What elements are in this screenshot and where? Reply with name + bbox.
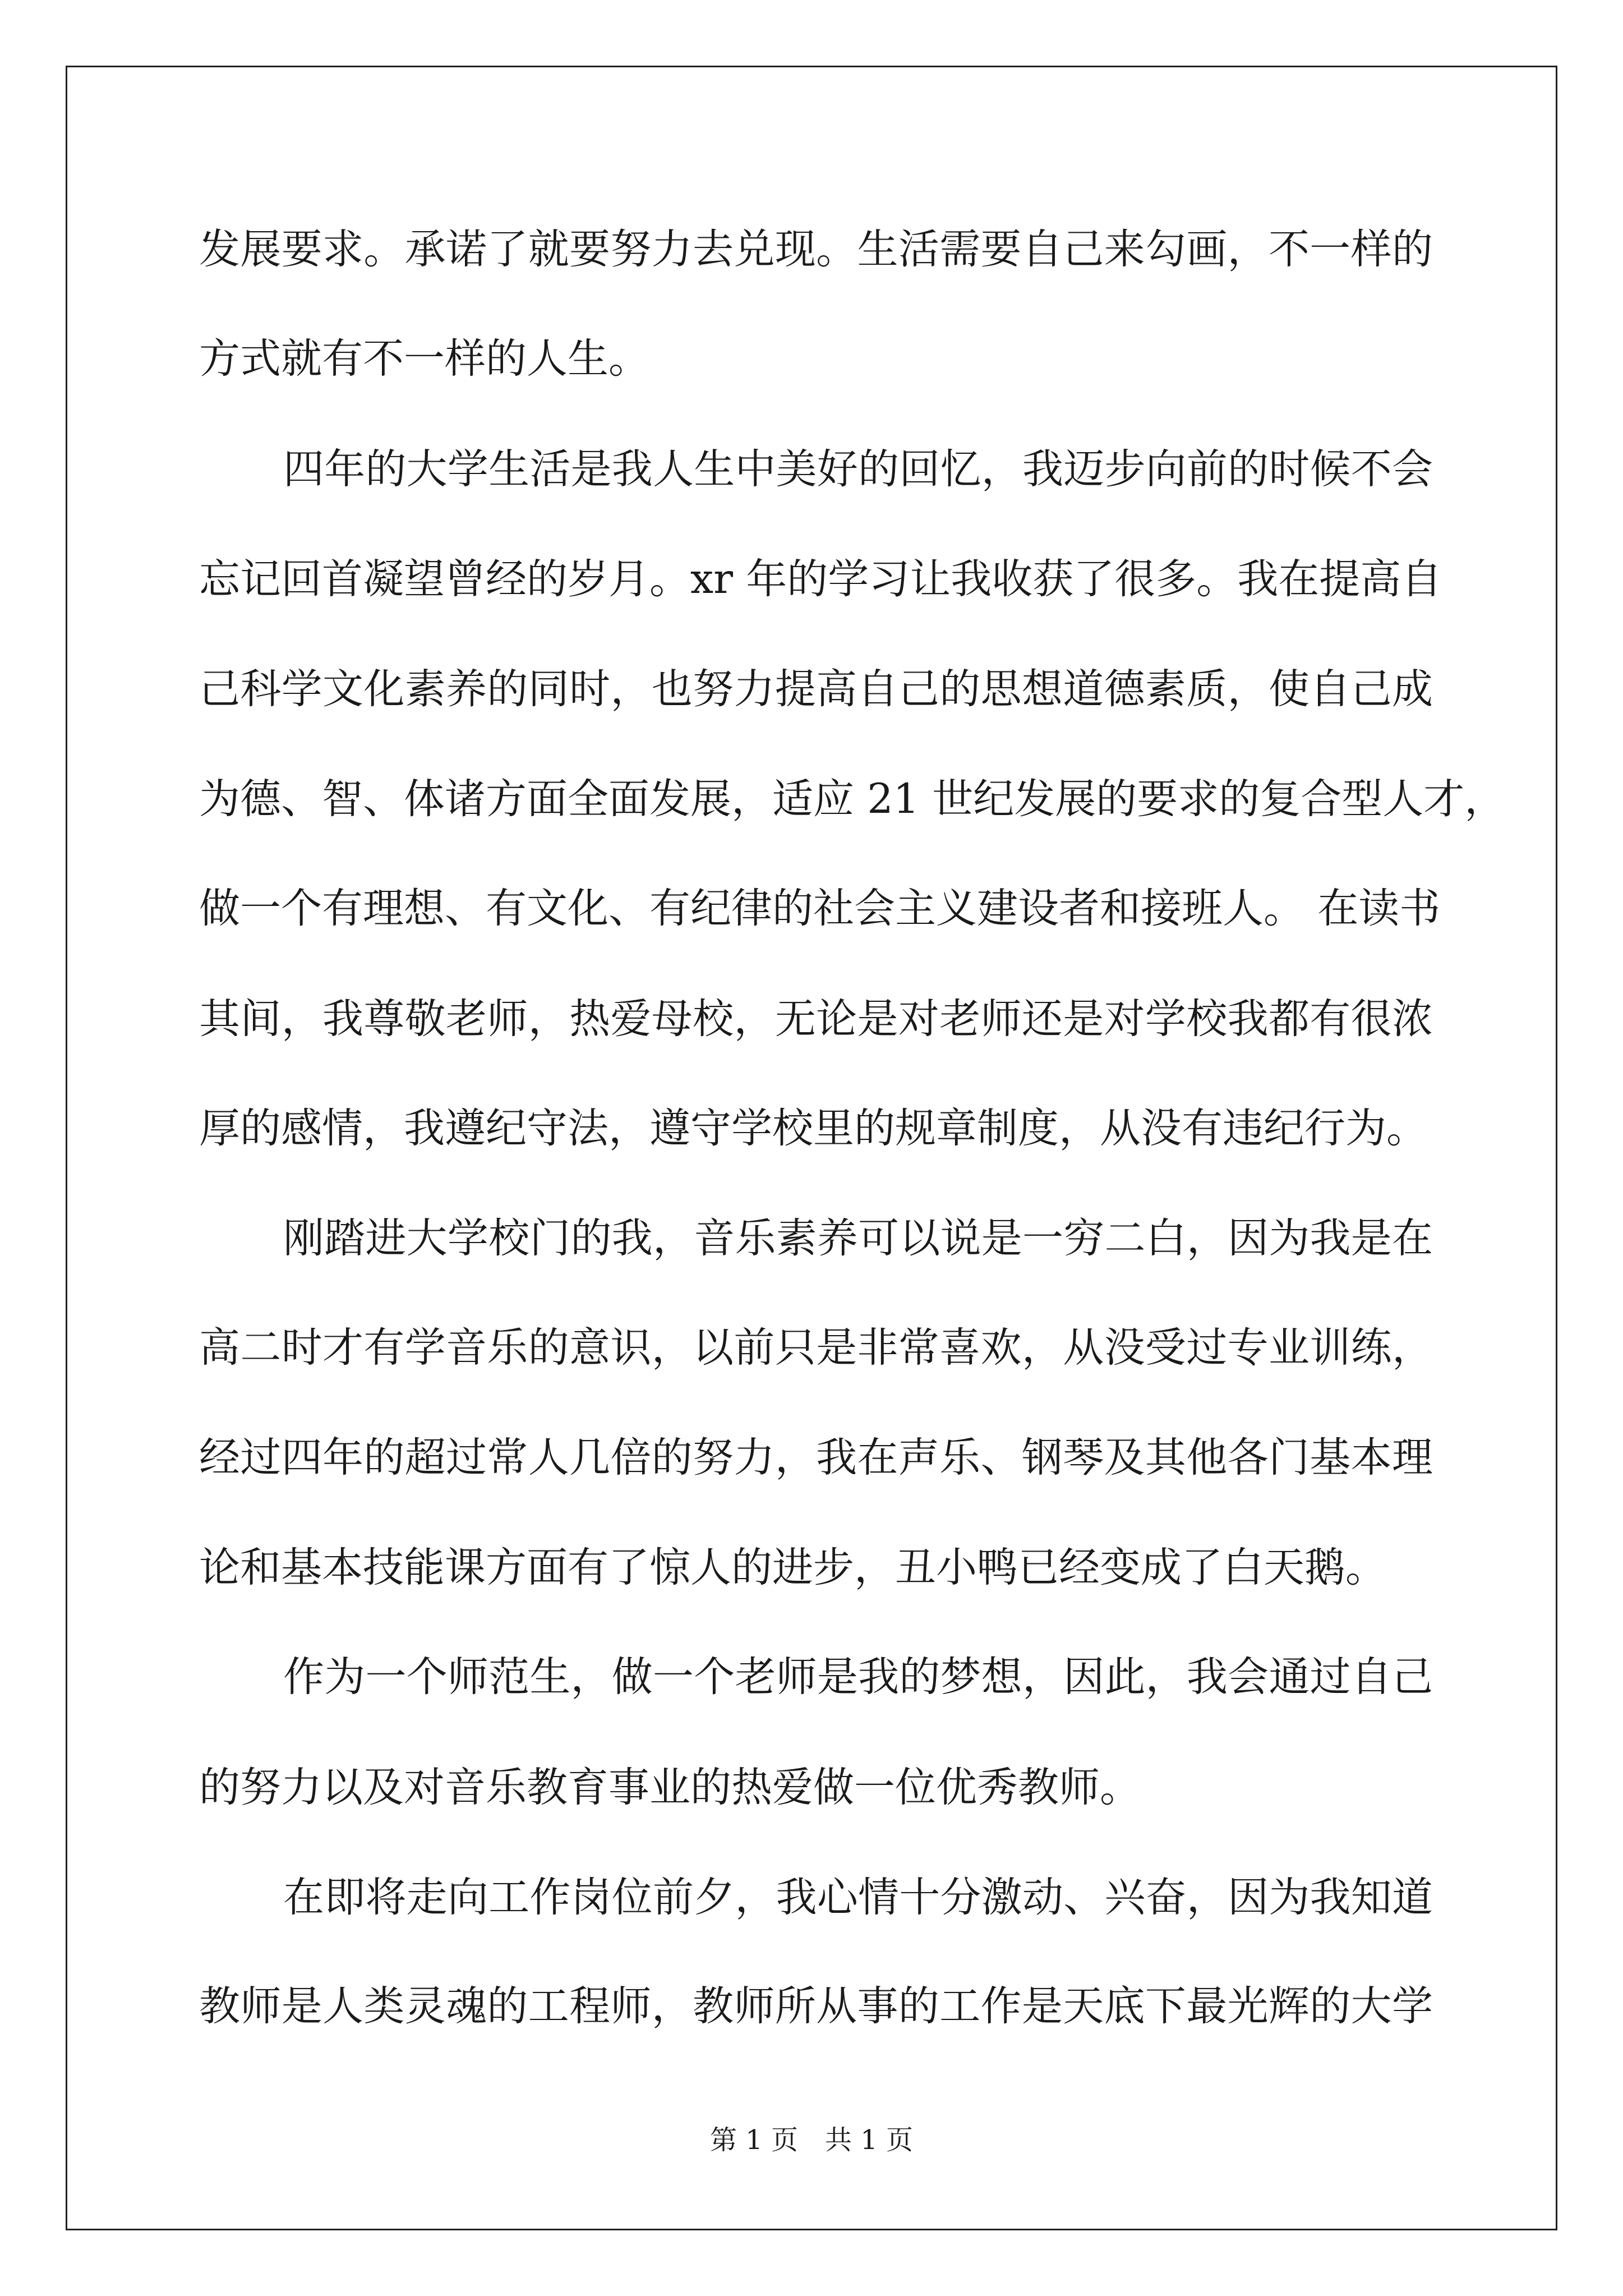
text-line: 高二时才有学音乐的意识，以前只是非常喜欢，从没受过专业训练， [199,1324,1433,1372]
text-line: 忘记回首凝望曾经的岁月。xr 年的学习让我收获了很多。我在提高自 [199,555,1442,603]
text-line: 四年的大学生活是我人生中美好的回忆，我迈步向前的时候不会 [283,445,1433,493]
text-line: 做一个有理想、有文化、有纪律的社会主义建设者和接班人。 在读书 [199,885,1441,932]
text-line: 论和基本技能课方面有了惊人的进步，丑小鸭已经变成了白天鹅。 [199,1544,1386,1591]
text-line: 己科学文化素养的同时，也努力提高自己的思想道德素质，使自己成 [199,665,1433,713]
text-line: 经过四年的超过常人几倍的努力，我在声乐、钢琴及其他各门基本理 [199,1434,1433,1481]
page-number-footer: 第 1 页 共 1 页 [709,2124,914,2156]
text-line: 为德、智、体诸方面全面发展，适应 21 世纪发展的要求的复合型人才， [199,775,1506,823]
text-line: 刚踏进大学校门的我，音乐素养可以说是一穷二白，因为我是在 [283,1214,1433,1262]
text-line: 的努力以及对音乐教育事业的热爱做一位优秀教师。 [199,1764,1141,1811]
text-line: 厚的感情，我遵纪守法，遵守学校里的规章制度，从没有违纪行为。 [199,1105,1427,1152]
text-line: 教师是人类灵魂的工程师，教师所从事的工作是天底下最光辉的大学 [199,1982,1433,2030]
text-line: 其间，我尊敬老师，热爱母校，无论是对老师还是对学校我都有很浓 [199,995,1433,1043]
text-line: 作为一个师范生，做一个老师是我的梦想，因此，我会通过自己 [283,1653,1433,1701]
text-line: 发展要求。承诺了就要努力去兑现。生活需要自己来勾画，不一样的 [199,226,1433,273]
text-line: 在即将走向工作岗位前夕，我心情十分激动、兴奋，因为我知道 [283,1874,1433,1921]
text-line: 方式就有不一样的人生。 [199,335,649,383]
